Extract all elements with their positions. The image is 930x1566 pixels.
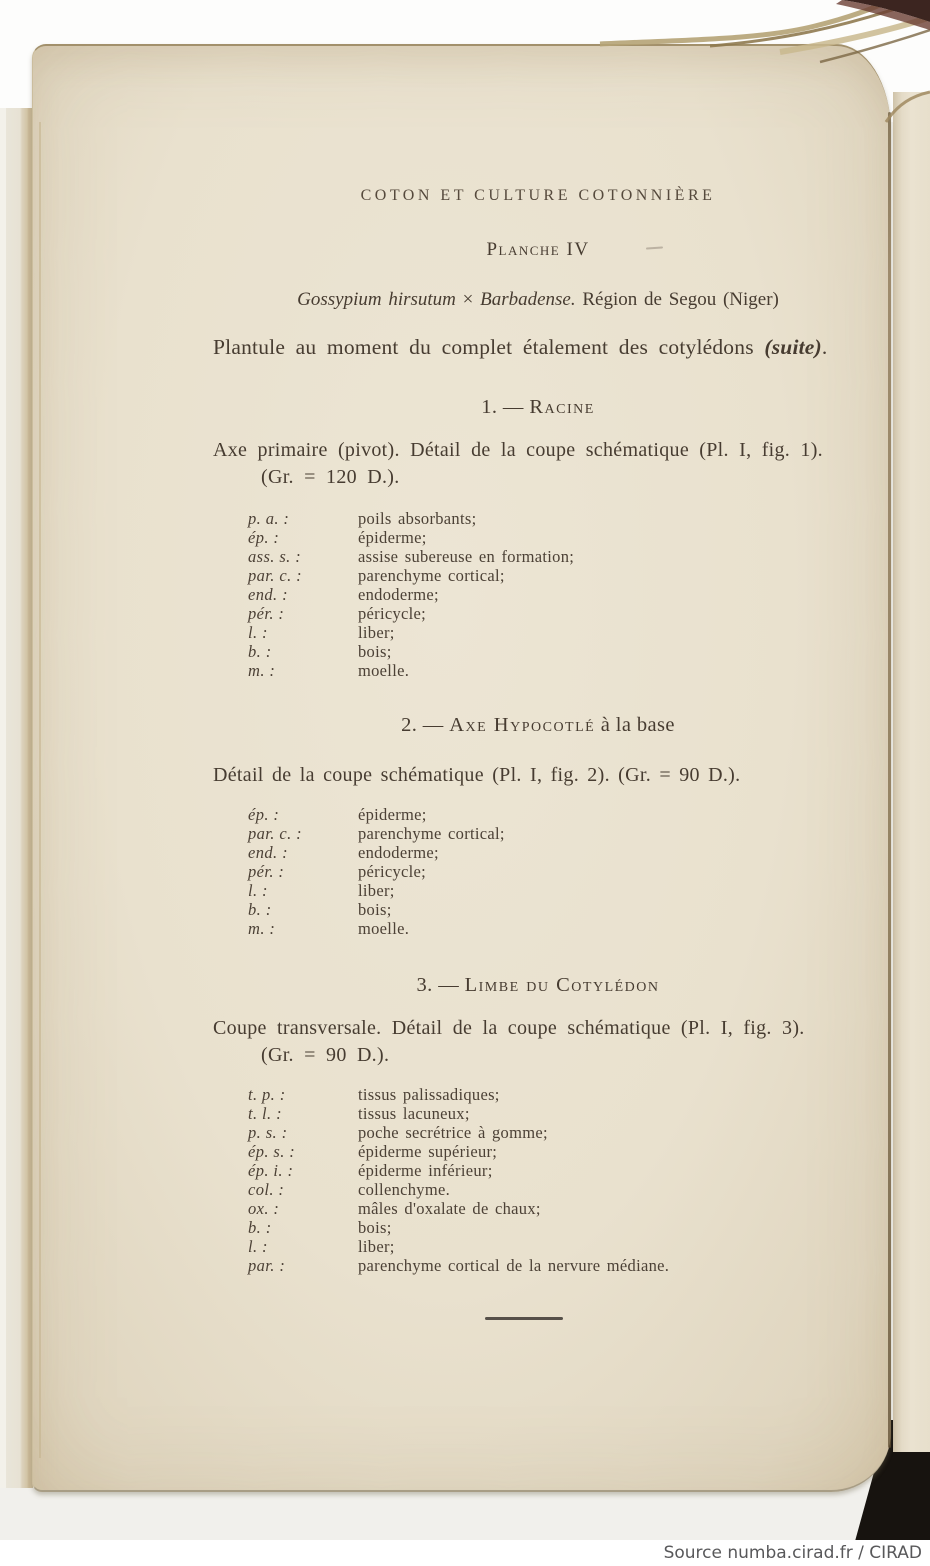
section-1-heading: [213, 394, 863, 420]
section-dash: —: [497, 396, 530, 418]
term-row: [248, 585, 863, 604]
facing-page-edge: [893, 92, 930, 1452]
term-def: collenchyme.: [358, 1180, 451, 1199]
description-line: Coupe transversale. Détail de la coupe schématique (Pl. I, fig. 3).: [213, 1017, 805, 1039]
term-abbr: p. s. :: [248, 1123, 288, 1142]
term-row: [248, 1237, 863, 1256]
term-row: [248, 1256, 863, 1275]
term-def: épiderme supérieur;: [358, 1142, 498, 1161]
term-row: [248, 604, 863, 623]
term-row: [248, 900, 863, 919]
term-abbr: t. l. :: [248, 1104, 282, 1123]
section-3-heading: [213, 972, 863, 998]
term-row: [248, 1123, 863, 1142]
term-def: mâles d'oxalate de chaux;: [358, 1199, 541, 1218]
term-def: péricycle;: [358, 604, 427, 623]
term-row: [248, 919, 863, 938]
term-abbr: l. :: [248, 881, 268, 900]
term-list: [248, 805, 863, 938]
section-title: Racine: [529, 396, 595, 418]
term-row: [248, 843, 863, 862]
term-abbr: ép. :: [248, 805, 280, 824]
species-name-a: Gossypium hirsutum: [297, 289, 456, 310]
running-header: COTON ET CULTURE COTONNIÈRE: [360, 187, 716, 204]
source-attribution: Source numba.cirad.fr / CIRAD: [663, 1543, 922, 1563]
term-row: [248, 528, 863, 547]
term-def: poils absorbants;: [358, 509, 477, 528]
term-abbr: ox. :: [248, 1199, 280, 1218]
term-row: [248, 1085, 863, 1104]
section-number: 3.: [416, 974, 433, 996]
term-def: assise subereuse en formation;: [358, 547, 575, 566]
term-def: endoderme;: [358, 585, 439, 604]
term-row: [248, 1142, 863, 1161]
description-line: Axe primaire (pivot). Détail de la coupe schématique (Pl. I, fig. 1).: [213, 439, 823, 461]
term-row: [248, 566, 863, 585]
term-def: épiderme inférieur;: [358, 1161, 493, 1180]
section-1-description: [213, 437, 863, 491]
term-def: épiderme;: [358, 528, 427, 547]
term-def: bois;: [358, 642, 392, 661]
section-2-heading: [213, 712, 863, 738]
term-def: parenchyme cortical de la nervure médiane.: [358, 1256, 670, 1275]
lead-period: .: [821, 335, 828, 359]
term-list: [248, 1085, 863, 1275]
species-name-b: Barbadense.: [480, 289, 576, 310]
term-row: [248, 547, 863, 566]
species-line: [213, 288, 863, 312]
term-row: [248, 623, 863, 642]
term-abbr: b. :: [248, 1218, 272, 1237]
term-row: [248, 805, 863, 824]
term-def: parenchyme cortical;: [358, 824, 505, 843]
term-def: tissus palissadiques;: [358, 1085, 500, 1104]
term-row: [248, 862, 863, 881]
term-abbr: col. :: [248, 1180, 285, 1199]
term-abbr: end. :: [248, 843, 288, 862]
term-def: épiderme;: [358, 805, 427, 824]
term-row: [248, 1161, 863, 1180]
term-abbr: l. :: [248, 623, 268, 642]
gutter-shadow-line: [888, 112, 891, 1448]
term-row: [248, 1218, 863, 1237]
term-def: moelle.: [358, 919, 410, 938]
section-number: 1.: [481, 396, 498, 418]
section-dash: —: [432, 974, 465, 996]
lead-paragraph: [213, 333, 863, 361]
term-row: [248, 642, 863, 661]
section-3-description: [213, 1015, 863, 1069]
term-abbr: par. c. :: [248, 824, 303, 843]
term-abbr: m. :: [248, 661, 276, 680]
cross-symbol: ×: [455, 289, 481, 310]
term-abbr: t. p. :: [248, 1085, 286, 1104]
section-dash: —: [417, 714, 450, 736]
term-def: péricycle;: [358, 862, 427, 881]
term-def: moelle.: [358, 661, 410, 680]
term-row: [248, 1104, 863, 1123]
term-row: [248, 881, 863, 900]
footer-bar: [0, 1540, 930, 1566]
page-content: [213, 44, 863, 1320]
term-def: poche secrétrice à gomme;: [358, 1123, 548, 1142]
term-abbr: ép. s. :: [248, 1142, 296, 1161]
description-line: Détail de la coupe schématique (Pl. I, fig. 2). (Gr. = 90 D.).: [213, 764, 741, 786]
term-def: endoderme;: [358, 843, 439, 862]
term-def: bois;: [358, 900, 392, 919]
page-crease-line: [39, 122, 41, 1458]
term-abbr: m. :: [248, 919, 276, 938]
term-abbr: pér. :: [248, 862, 285, 881]
scanner-background-bottom: [0, 1486, 930, 1542]
term-abbr: p. a. :: [248, 509, 290, 528]
term-def: tissus lacuneux;: [358, 1104, 470, 1123]
description-line: (Gr. = 120 D.).: [261, 466, 400, 488]
section-number: 2.: [401, 714, 418, 736]
left-page-edges: [0, 108, 33, 1488]
term-row: [248, 824, 863, 843]
term-abbr: par. :: [248, 1256, 286, 1275]
term-row: [248, 1180, 863, 1199]
term-abbr: l. :: [248, 1237, 268, 1256]
term-abbr: ass. s. :: [248, 547, 302, 566]
term-list: [248, 509, 863, 680]
term-row: [248, 661, 863, 680]
term-abbr: ép. i. :: [248, 1161, 294, 1180]
term-def: liber;: [358, 623, 395, 642]
section-title: Axe Hypocotlé: [449, 714, 596, 736]
term-abbr: par. c. :: [248, 566, 303, 585]
lead-emphasis: (suite): [764, 335, 822, 359]
term-def: bois;: [358, 1218, 392, 1237]
term-row: [248, 509, 863, 528]
term-def: parenchyme cortical;: [358, 566, 505, 585]
section-title-suffix: à la base: [595, 714, 675, 736]
term-abbr: b. :: [248, 900, 272, 919]
plate-title: Planche IV: [486, 239, 590, 260]
description-line: (Gr. = 90 D.).: [261, 1044, 390, 1066]
term-abbr: b. :: [248, 642, 272, 661]
section-2-description: [213, 762, 863, 789]
term-def: liber;: [358, 881, 395, 900]
section-title: Limbe du Cotylédon: [464, 974, 660, 996]
location-text: Région de Segou (Niger): [575, 289, 779, 310]
term-def: liber;: [358, 1237, 395, 1256]
term-abbr: end. :: [248, 585, 288, 604]
lead-text: Plantule au moment du complet étalement des cotylédons: [213, 335, 765, 359]
term-row: [248, 1199, 863, 1218]
divider-rule: [485, 1317, 563, 1320]
term-abbr: ép. :: [248, 528, 280, 547]
term-abbr: pér. :: [248, 604, 285, 623]
